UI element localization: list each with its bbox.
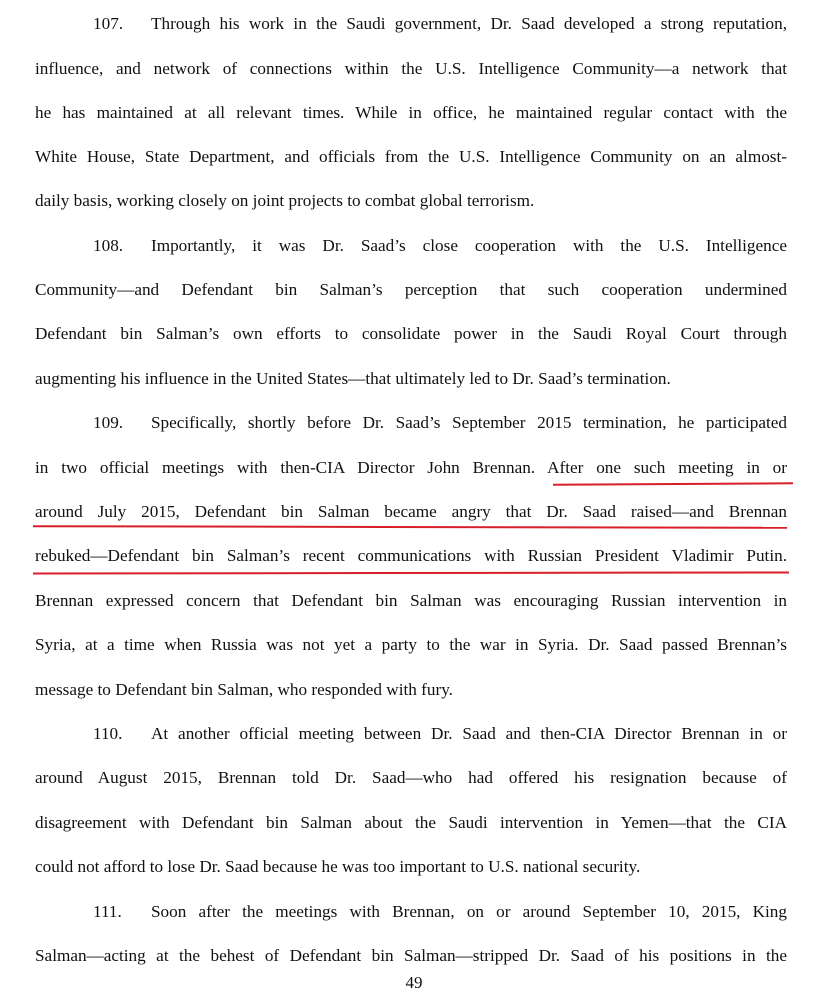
paragraph-108-line-4: augmenting his influence in the United States—that ultimately led to Dr. Saad’s termination. xyxy=(35,369,671,388)
paragraph-111-line-2: Salman—acting at the behest of Defendant bin Salman—stripped Dr. Saad of his positions in the xyxy=(35,946,787,965)
paragraph-108-line-2: Community—and Defendant bin Salman’s perception that such cooperation undermined xyxy=(35,280,787,299)
paragraph-107-line-2: influence, and network of connections within the U.S. Intelligence Community—a network that xyxy=(35,59,787,78)
paragraph-number: 111. xyxy=(93,902,122,921)
paragraph-107-line-5: daily basis, working closely on joint projects to combat global terrorism. xyxy=(35,191,535,210)
paragraph-107-line-4: White House, State Department, and officials from the U.S. Intelligence Community on an almost- xyxy=(35,147,787,166)
paragraph-111-line-1: 111. Soon after the meetings with Brennan, on or around September 10, 2015, King xyxy=(93,900,787,924)
page-number: 49 xyxy=(405,973,423,992)
paragraph-110-line-4: could not afford to lose Dr. Saad because he was too important to U.S. national security. xyxy=(35,857,641,876)
paragraph-110-line-2: around August 2015, Brennan told Dr. Saad—who had offered his resignation because of xyxy=(35,768,787,787)
paragraph-109-line-7: message to Defendant bin Salman, who responded with fury. xyxy=(35,680,453,699)
paragraph-number: 108. xyxy=(93,236,124,255)
paragraph-109-line-4: rebuked—Defendant bin Salman’s recent communications with Russian President Vladimir Putin. xyxy=(35,546,787,565)
paragraph-109-line-5: Brennan expressed concern that Defendant bin Salman was encouraging Russian intervention in xyxy=(35,591,787,610)
paragraph-109-line-3: around July 2015, Defendant bin Salman became angry that Dr. Saad raised—and Brennan xyxy=(35,502,787,521)
paragraph-number: 107. xyxy=(93,14,124,33)
highlight-underline-2 xyxy=(33,525,787,529)
paragraph-110-line-1: 110. At another official meeting between Dr. Saad and then-CIA Director Brennan in or xyxy=(93,722,787,746)
paragraph-number: 109. xyxy=(93,413,124,432)
highlight-underline-1 xyxy=(553,482,793,485)
paragraph-109-line-6: Syria, at a time when Russia was not yet a party to the war in Syria. Dr. Saad passed Brennan’s xyxy=(35,635,787,654)
paragraph-107-line-1: 107. Through his work in the Saudi government, Dr. Saad developed a strong reputation, xyxy=(93,12,787,36)
paragraph-109-line-2: in two official meetings with then-CIA Director John Brennan. After one such meeting in or xyxy=(35,458,787,477)
highlight-underline-3 xyxy=(33,571,789,574)
paragraph-108-line-3: Defendant bin Salman’s own efforts to consolidate power in the Saudi Royal Court through xyxy=(35,324,787,343)
paragraph-110-line-3: disagreement with Defendant bin Salman about the Saudi intervention in Yemen—that the CIA xyxy=(35,813,787,832)
paragraph-107-line-3: he has maintained at all relevant times. While in office, he maintained regular contact with the xyxy=(35,103,787,122)
paragraph-109-line-1: 109. Specifically, shortly before Dr. Saad’s September 2015 termination, he participated xyxy=(93,411,787,435)
paragraph-108-line-1: 108. Importantly, it was Dr. Saad’s close cooperation with the U.S. Intelligence xyxy=(93,234,787,258)
paragraph-number: 110. xyxy=(93,724,123,743)
